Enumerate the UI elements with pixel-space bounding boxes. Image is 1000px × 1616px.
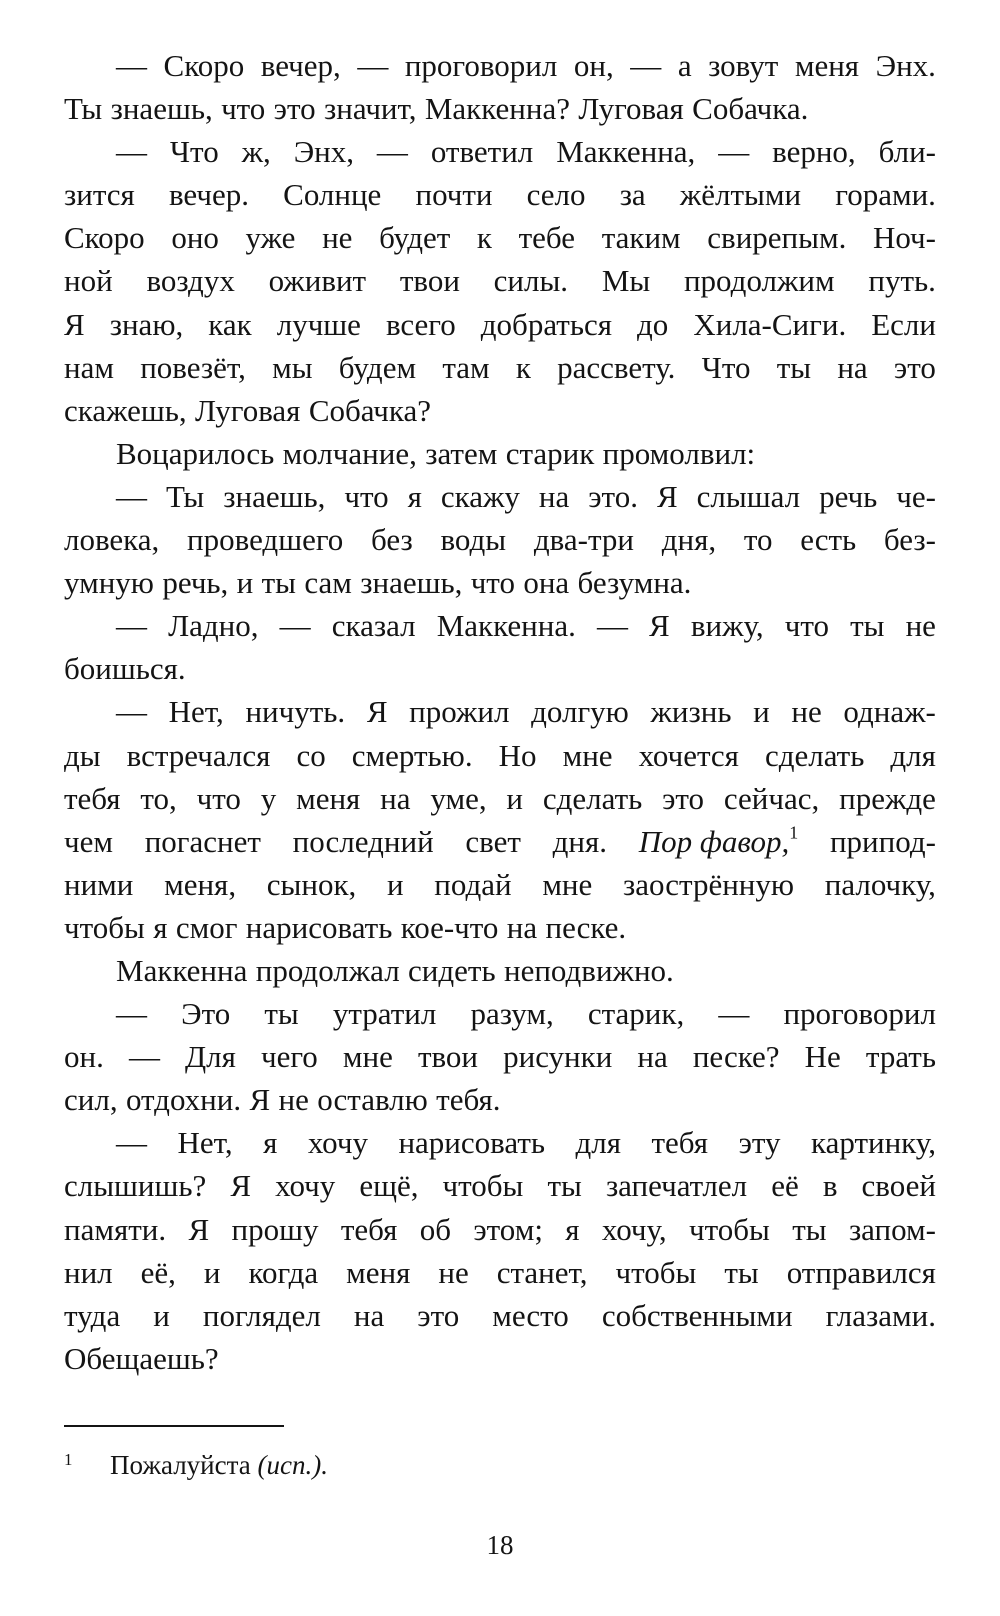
word: Энх, bbox=[293, 134, 354, 170]
word: хочу, bbox=[601, 1211, 667, 1247]
word: без bbox=[371, 522, 413, 558]
word: кое-что bbox=[400, 909, 499, 945]
word: дня, bbox=[661, 522, 717, 558]
word: Я bbox=[230, 1168, 252, 1204]
word: я bbox=[263, 1125, 278, 1161]
word: прежде bbox=[839, 780, 936, 816]
word: — bbox=[279, 608, 311, 644]
word: сынок, bbox=[266, 866, 357, 902]
word: Луговая bbox=[578, 91, 684, 127]
word: чем bbox=[64, 823, 113, 859]
word: погаснет bbox=[144, 823, 261, 859]
word: слышишь? bbox=[64, 1168, 207, 1204]
word: в bbox=[822, 1168, 838, 1204]
word: он. bbox=[64, 1039, 104, 1075]
word: Ноч- bbox=[872, 220, 936, 256]
word: без- bbox=[883, 522, 936, 558]
text-line bbox=[64, 734, 936, 777]
text-line bbox=[64, 777, 936, 820]
word: речь, bbox=[162, 565, 229, 601]
text-line bbox=[64, 1078, 936, 1121]
word: на bbox=[380, 780, 411, 816]
word: этом; bbox=[473, 1211, 543, 1247]
word: отдохни. bbox=[125, 1082, 242, 1118]
word: меня bbox=[794, 48, 860, 83]
word: место bbox=[492, 1297, 569, 1333]
word: че- bbox=[896, 478, 936, 514]
text-line bbox=[64, 1164, 936, 1207]
word: уже bbox=[245, 220, 296, 256]
word: чтобы bbox=[615, 1254, 697, 1290]
word: чтобы bbox=[689, 1211, 770, 1247]
word: там bbox=[442, 349, 490, 385]
word: безумна. bbox=[577, 565, 692, 601]
word: Я bbox=[249, 1082, 271, 1118]
text-line bbox=[64, 992, 936, 1035]
word: утратил bbox=[332, 996, 437, 1032]
body-text bbox=[64, 44, 936, 1380]
word: Не bbox=[804, 1039, 841, 1075]
word: это. bbox=[588, 478, 638, 514]
word: тебя bbox=[64, 780, 121, 816]
word: сам bbox=[304, 565, 352, 601]
word: Что bbox=[701, 349, 751, 385]
word: это bbox=[417, 1297, 460, 1333]
footnote-language-note: (исп.). bbox=[257, 1450, 328, 1480]
word: за bbox=[619, 177, 646, 213]
text-line bbox=[64, 173, 936, 216]
word: палочку, bbox=[824, 866, 936, 902]
word: мы bbox=[272, 349, 313, 385]
word: прожил bbox=[409, 694, 510, 730]
word: сделать bbox=[542, 780, 643, 816]
text-line bbox=[64, 561, 936, 604]
word: неподвижно. bbox=[503, 952, 674, 988]
text-line bbox=[64, 1251, 936, 1294]
word: — bbox=[116, 608, 147, 644]
word: ловека, bbox=[64, 522, 160, 558]
word: промолвил: bbox=[602, 435, 756, 471]
word: туда bbox=[64, 1297, 121, 1333]
word: Маккенна bbox=[116, 952, 248, 988]
word: рисунки bbox=[503, 1039, 613, 1075]
word: встречался bbox=[126, 737, 271, 773]
word: как bbox=[208, 306, 252, 342]
word: ними bbox=[64, 866, 134, 902]
word: нарисовать bbox=[398, 1125, 546, 1161]
word: проведшего bbox=[187, 522, 344, 558]
word: не bbox=[791, 694, 822, 730]
word: путь. bbox=[868, 263, 936, 299]
word: заострённую bbox=[622, 866, 795, 902]
word: ты bbox=[547, 1168, 582, 1204]
word: со bbox=[296, 737, 326, 773]
word: будем bbox=[338, 349, 417, 385]
word: об bbox=[419, 1211, 452, 1247]
word: её, bbox=[140, 1254, 176, 1290]
word: и bbox=[236, 565, 254, 601]
word: на bbox=[637, 1039, 668, 1075]
word: — bbox=[357, 48, 389, 83]
word: повезёт, bbox=[140, 349, 246, 385]
word: тебя bbox=[651, 1125, 709, 1161]
footnote-divider bbox=[64, 1425, 284, 1427]
word: чтобы bbox=[442, 1168, 524, 1204]
word: есть bbox=[800, 522, 857, 558]
word: почти bbox=[415, 177, 493, 213]
word: ещё, bbox=[359, 1168, 419, 1204]
word: умную bbox=[64, 565, 154, 601]
word: продолжал bbox=[255, 952, 400, 988]
word: Но bbox=[498, 737, 537, 773]
word: ответил bbox=[430, 134, 534, 170]
word: сказал bbox=[331, 608, 416, 644]
word: подай bbox=[434, 866, 512, 902]
text-line bbox=[64, 906, 936, 949]
word: то, bbox=[140, 780, 177, 816]
word: песке. bbox=[545, 909, 627, 945]
word: лучше bbox=[276, 306, 361, 342]
word: Скоро bbox=[163, 48, 245, 83]
word: для bbox=[890, 737, 936, 773]
word: когда bbox=[248, 1254, 319, 1290]
word: скажешь, bbox=[64, 392, 187, 428]
word: — bbox=[116, 996, 147, 1032]
word: Я bbox=[64, 306, 85, 342]
word: это bbox=[273, 91, 316, 127]
word: памяти. bbox=[64, 1211, 167, 1247]
word: сидеть bbox=[408, 952, 496, 988]
text-line bbox=[64, 432, 936, 475]
word: Я bbox=[366, 694, 388, 730]
word: два-три bbox=[533, 522, 634, 558]
word: затем bbox=[425, 435, 498, 471]
word: всего bbox=[385, 306, 456, 342]
word: зовут bbox=[708, 48, 779, 83]
word: это bbox=[893, 349, 936, 385]
word: картинку, bbox=[811, 1125, 936, 1161]
word: скажу bbox=[440, 478, 520, 514]
word: ной bbox=[64, 263, 113, 299]
word: и bbox=[506, 780, 524, 816]
word: ты bbox=[264, 996, 299, 1032]
text-line bbox=[64, 949, 936, 992]
word: последний bbox=[292, 823, 434, 859]
word: Энх. bbox=[875, 48, 936, 83]
text-line bbox=[64, 820, 936, 863]
word: нам bbox=[64, 349, 114, 385]
word: хочу bbox=[307, 1125, 368, 1161]
text-line bbox=[64, 303, 936, 346]
text-line bbox=[64, 690, 936, 733]
word: Нет, bbox=[168, 694, 224, 730]
text-line bbox=[64, 1035, 936, 1078]
word: до bbox=[637, 306, 669, 342]
word: твои bbox=[399, 263, 460, 299]
word: меня, bbox=[164, 866, 237, 902]
word: эту bbox=[738, 1125, 781, 1161]
word: Воцарилось bbox=[116, 435, 275, 471]
text-line bbox=[64, 346, 936, 389]
word: чтобы bbox=[64, 909, 145, 945]
word: — bbox=[718, 996, 750, 1032]
word: Что bbox=[169, 134, 219, 170]
word: нил bbox=[64, 1254, 113, 1290]
word: знаю, bbox=[109, 306, 184, 342]
word: Луговая bbox=[195, 392, 301, 428]
word: хочу bbox=[275, 1168, 336, 1204]
word: и bbox=[753, 694, 770, 730]
word: ты bbox=[724, 1254, 759, 1290]
text-line bbox=[64, 1294, 936, 1337]
word: бли- bbox=[878, 134, 936, 170]
word: уме, bbox=[430, 780, 487, 816]
word: — bbox=[116, 478, 147, 514]
word: жёлтыми bbox=[679, 177, 802, 213]
word: Я bbox=[649, 608, 670, 644]
word: Маккенна. bbox=[436, 608, 576, 644]
word: тебе bbox=[518, 220, 576, 256]
word: проговорил bbox=[404, 48, 558, 83]
word: сил, bbox=[64, 1082, 118, 1118]
word: знаешь, bbox=[223, 478, 326, 514]
word: станет, bbox=[496, 1254, 588, 1290]
text-line bbox=[64, 518, 936, 561]
word: мне bbox=[342, 1039, 393, 1075]
word: — bbox=[116, 134, 147, 170]
word: боишься. bbox=[64, 651, 186, 687]
word: вечер. bbox=[168, 177, 249, 213]
word: глазами. bbox=[825, 1297, 936, 1333]
word: зится bbox=[64, 177, 135, 213]
word: на bbox=[506, 909, 538, 945]
word: своей bbox=[861, 1168, 936, 1204]
word: нарисовать bbox=[245, 909, 393, 945]
word: дня. bbox=[552, 823, 608, 859]
footnote-text: Пожалуйста bbox=[110, 1450, 251, 1480]
word: речь bbox=[819, 478, 878, 514]
word: ды bbox=[64, 737, 101, 773]
word: добраться bbox=[480, 306, 612, 342]
word: что bbox=[196, 780, 241, 816]
word: ты bbox=[792, 1211, 827, 1247]
word: Солнце bbox=[283, 177, 382, 213]
word: трать bbox=[865, 1039, 936, 1075]
word: Мы bbox=[601, 263, 651, 299]
text-line bbox=[64, 647, 936, 690]
word: песке? bbox=[692, 1039, 780, 1075]
word: Хила-Сиги. bbox=[693, 306, 847, 342]
word: на bbox=[538, 478, 570, 514]
word: хочется bbox=[638, 737, 739, 773]
text-line bbox=[64, 1337, 936, 1380]
text-line bbox=[64, 216, 936, 259]
word: тебя. bbox=[436, 1082, 501, 1118]
word: однаж- bbox=[843, 694, 936, 730]
word: мне bbox=[542, 866, 593, 902]
word: мне bbox=[562, 737, 613, 773]
word: прошу bbox=[231, 1211, 319, 1247]
word: чего bbox=[261, 1039, 318, 1075]
word: — bbox=[376, 134, 408, 170]
word: и bbox=[203, 1254, 221, 1290]
word: воздух bbox=[146, 263, 235, 299]
word: оживит bbox=[268, 263, 367, 299]
word: её bbox=[771, 1168, 799, 1204]
word: сейчас, bbox=[723, 780, 820, 816]
word: для bbox=[575, 1125, 622, 1161]
word: и bbox=[386, 866, 404, 902]
word: продолжим bbox=[683, 263, 835, 299]
word: к bbox=[515, 349, 531, 385]
word: Ладно, bbox=[168, 608, 259, 644]
text-line bbox=[64, 259, 936, 302]
page-number: 18 bbox=[486, 1530, 514, 1560]
word: сделать bbox=[764, 737, 865, 773]
word: — bbox=[630, 48, 662, 83]
word: Собачка. bbox=[692, 91, 809, 127]
word: к bbox=[476, 220, 492, 256]
word: Нет, bbox=[177, 1125, 233, 1161]
word: Скоро bbox=[64, 220, 145, 256]
word: молчание, bbox=[282, 435, 417, 471]
word: Ты bbox=[166, 478, 205, 514]
word: Маккенна, bbox=[556, 134, 696, 170]
word: он, bbox=[573, 48, 614, 83]
word: Для bbox=[185, 1039, 236, 1075]
word: не bbox=[278, 1082, 309, 1118]
word: Собачка? bbox=[308, 392, 431, 428]
word: Если bbox=[871, 306, 936, 342]
word: свирепым. bbox=[707, 220, 847, 256]
word: знаешь, bbox=[360, 565, 463, 601]
word: долгую bbox=[531, 694, 629, 730]
footnote bbox=[64, 1442, 328, 1483]
word: Я bbox=[188, 1211, 210, 1247]
word: — bbox=[116, 48, 147, 83]
text-line bbox=[64, 863, 936, 906]
word: на bbox=[353, 1297, 385, 1333]
word: старик, bbox=[587, 996, 685, 1032]
word: Маккенна? bbox=[424, 91, 570, 127]
word: село bbox=[526, 177, 586, 213]
word: — bbox=[128, 1039, 160, 1075]
word: старик bbox=[505, 435, 595, 471]
word: она bbox=[523, 565, 570, 601]
word: меня bbox=[296, 780, 361, 816]
word: оно bbox=[171, 220, 219, 256]
word: жизнь bbox=[650, 694, 732, 730]
word: оставлю bbox=[317, 1082, 428, 1118]
word: ты bbox=[850, 608, 885, 644]
word: не bbox=[438, 1254, 469, 1290]
text-line bbox=[64, 604, 936, 647]
word: смертью. bbox=[351, 737, 473, 773]
word: вечер, bbox=[260, 48, 341, 83]
text-line bbox=[64, 1208, 936, 1251]
word: запом- bbox=[848, 1211, 936, 1247]
word: отправился bbox=[786, 1254, 936, 1290]
word: это bbox=[662, 780, 705, 816]
word: что bbox=[784, 608, 829, 644]
word: Пор фавор,$^1$ bbox=[638, 822, 799, 859]
word: собственными bbox=[601, 1297, 793, 1333]
word: меня bbox=[346, 1254, 411, 1290]
word: что bbox=[470, 565, 515, 601]
word: проговорил bbox=[783, 996, 936, 1032]
word: Ты bbox=[64, 91, 103, 127]
word: значит, bbox=[323, 91, 417, 127]
word: — bbox=[596, 608, 628, 644]
word: знаешь, bbox=[110, 91, 213, 127]
word: не bbox=[322, 220, 353, 256]
word: и bbox=[153, 1297, 170, 1333]
word: не bbox=[905, 608, 936, 644]
word: вижу, bbox=[690, 608, 764, 644]
word: у bbox=[260, 780, 277, 816]
word: запечатлел bbox=[605, 1168, 748, 1204]
word: что bbox=[344, 478, 389, 514]
word: силы. bbox=[493, 263, 569, 299]
word: свет bbox=[465, 823, 521, 859]
word: слышал bbox=[696, 478, 801, 514]
word: я bbox=[407, 478, 422, 514]
word: будет bbox=[379, 220, 451, 256]
word: ты bbox=[261, 565, 296, 601]
word: твои bbox=[417, 1039, 479, 1075]
word: горами. bbox=[835, 177, 936, 213]
word: что bbox=[221, 91, 266, 127]
word: я bbox=[153, 909, 168, 945]
word: Это bbox=[181, 996, 231, 1032]
word: смог bbox=[175, 909, 238, 945]
word: верно, bbox=[772, 134, 856, 170]
word: на bbox=[837, 349, 868, 385]
word: Я bbox=[656, 478, 678, 514]
text-line bbox=[64, 389, 936, 432]
word: я bbox=[565, 1211, 580, 1247]
word: воды bbox=[440, 522, 507, 558]
word: таким bbox=[601, 220, 681, 256]
word: разум, bbox=[470, 996, 554, 1032]
word: то bbox=[743, 522, 773, 558]
word: Обещаешь? bbox=[64, 1340, 219, 1376]
word: ты bbox=[776, 349, 812, 385]
text-line bbox=[64, 130, 936, 173]
word: а bbox=[677, 48, 692, 83]
text-line bbox=[64, 87, 936, 130]
word: — bbox=[116, 1125, 147, 1161]
word: — bbox=[116, 694, 147, 730]
word: ж, bbox=[241, 134, 271, 170]
word: — bbox=[718, 134, 750, 170]
word: ничуть. bbox=[245, 694, 346, 730]
footnote-ref: 1 bbox=[789, 822, 799, 843]
word: тебя bbox=[340, 1211, 398, 1247]
text-line bbox=[64, 475, 936, 518]
footnote-mark: 1 bbox=[64, 1450, 73, 1469]
word: припод- bbox=[829, 823, 936, 859]
text-line bbox=[64, 1121, 936, 1164]
word: поглядел bbox=[202, 1297, 321, 1333]
word: рассвету. bbox=[557, 349, 676, 385]
text-line bbox=[64, 44, 936, 87]
